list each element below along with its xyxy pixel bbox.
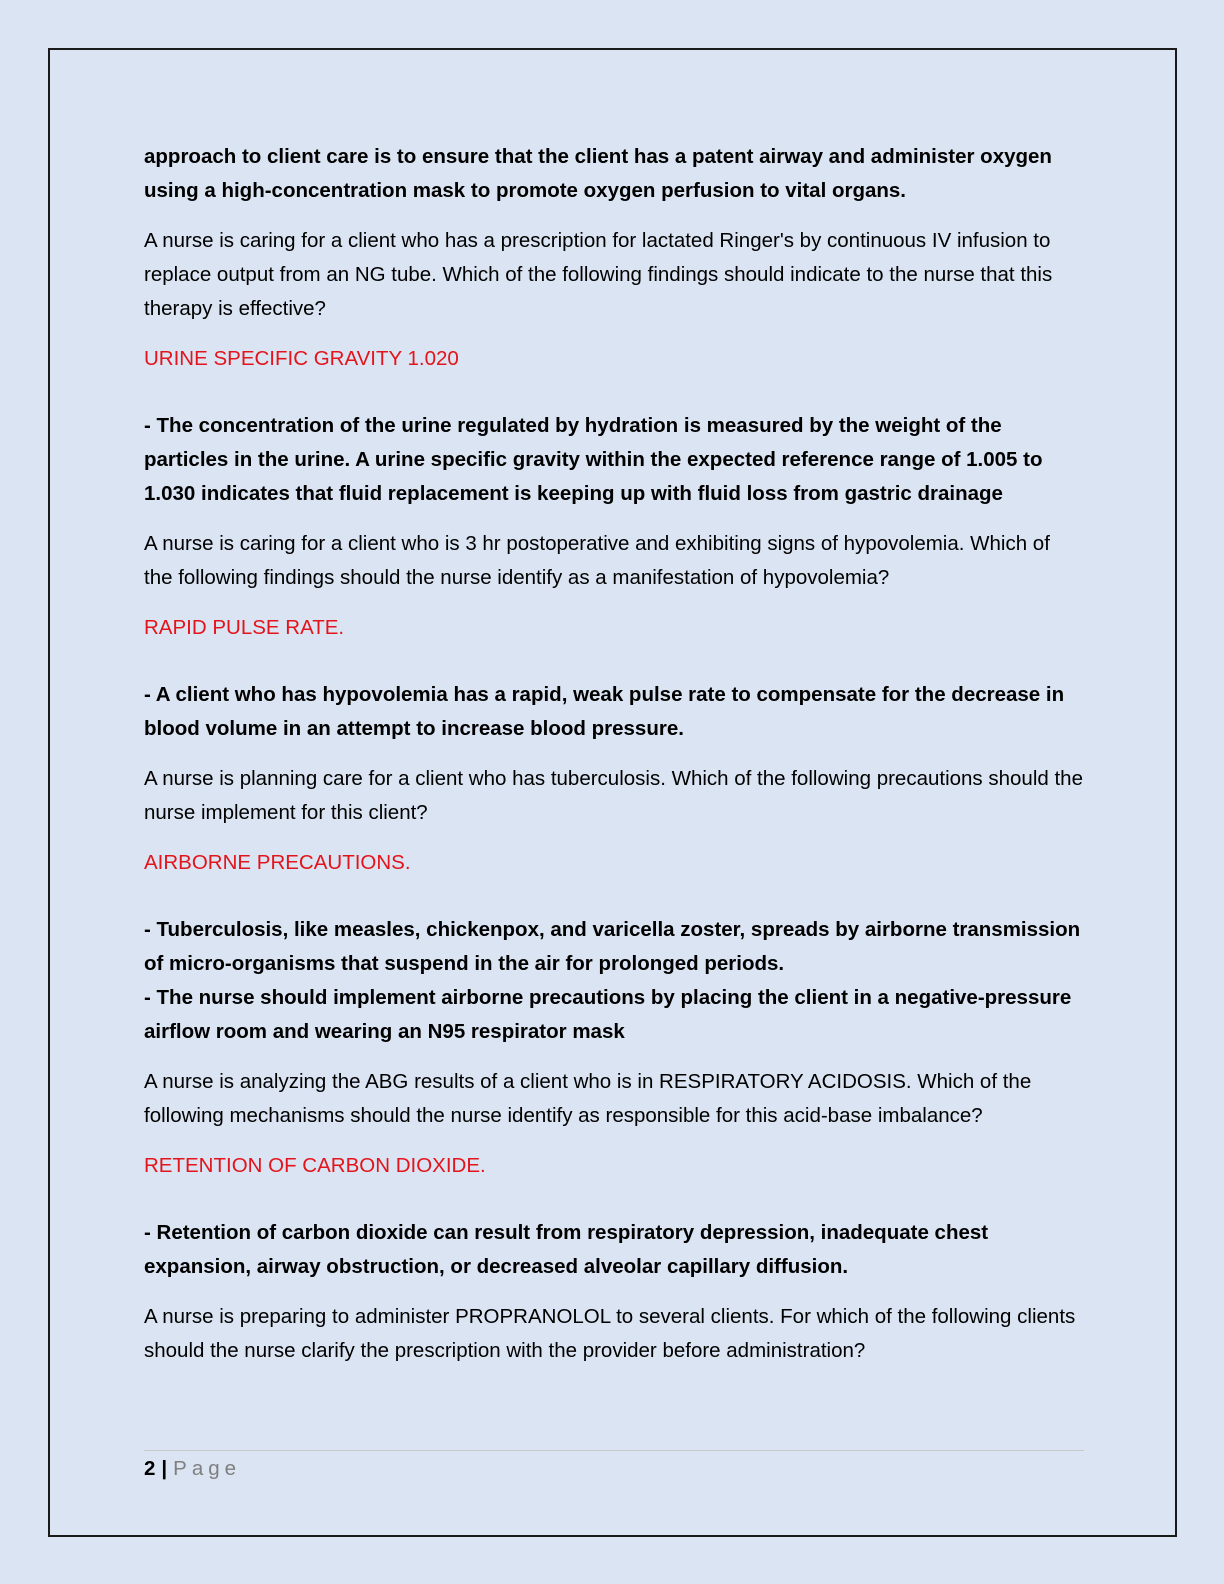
answer-text: RAPID PULSE RATE. <box>144 616 345 639</box>
question-paragraph: A nurse is analyzing the ABG results of a client who is in RESPIRATORY ACIDOSIS. Which of the following mechanisms should the nurse identify as responsible for this acid-base imbalance? <box>144 1070 1032 1127</box>
rationale-paragraph: - Retention of carbon dioxide can result from respiratory depression, inadequate chest expansion, airway obstruction, or decreased alveolar capillary diffusion. <box>144 1221 989 1278</box>
rationale-paragraph: approach to client care is to ensure that the client has a patent airway and administer oxygen using a high-concentration mask to promote oxygen perfusion to vital organs. <box>144 145 1052 202</box>
question-paragraph: A nurse is planning care for a client who has tuberculosis. Which of the following precautions should the nurse implement for this client? <box>144 767 1083 824</box>
answer-text: URINE SPECIFIC GRAVITY 1.020 <box>144 347 459 370</box>
page-number: 2 <box>144 1457 156 1480</box>
rationale-paragraph: - The nurse should implement airborne precautions by placing the client in a negative-pressure airflow room and wearing an N95 respirator mask <box>144 986 1072 1043</box>
footer-separator: | <box>161 1457 168 1480</box>
rationale-paragraph: - Tuberculosis, like measles, chickenpox, and varicella zoster, spreads by airborne transmission of micro-organisms that suspend in the air for prolonged periods. <box>144 918 1081 975</box>
answer-text: RETENTION OF CARBON DIOXIDE. <box>144 1154 486 1177</box>
page-label: Page <box>173 1457 242 1480</box>
footer-divider <box>144 1450 1084 1451</box>
document-body <box>144 140 1084 1368</box>
rationale-paragraph: - A client who has hypovolemia has a rapid, weak pulse rate to compensate for the decrease in blood volume in an attempt to increase blood pressure. <box>144 683 1065 740</box>
rationale-paragraph: - The concentration of the urine regulated by hydration is measured by the weight of the particles in the urine. A urine specific gravity within the expected reference range of 1.005 to 1.030 indicates that fluid replacement is keeping up with fluid loss from gastric drainage <box>144 414 1043 505</box>
question-paragraph: A nurse is caring for a client who has a prescription for lactated Ringer's by continuous IV infusion to replace output from an NG tube. Which of the following findings should indicate to the nurse that this therapy is effective? <box>144 229 1053 320</box>
question-paragraph: A nurse is preparing to administer PROPRANOLOL to several clients. For which of the following clients should the nurse clarify the prescription with the provider before administration? <box>144 1305 1076 1362</box>
answer-text: AIRBORNE PRECAUTIONS. <box>144 851 411 874</box>
question-paragraph: A nurse is caring for a client who is 3 hr postoperative and exhibiting signs of hypovolemia. Which of the following findings should the nurse identify as a manifestation of hypovolemia? <box>144 532 1050 589</box>
page-footer <box>144 1454 241 1484</box>
